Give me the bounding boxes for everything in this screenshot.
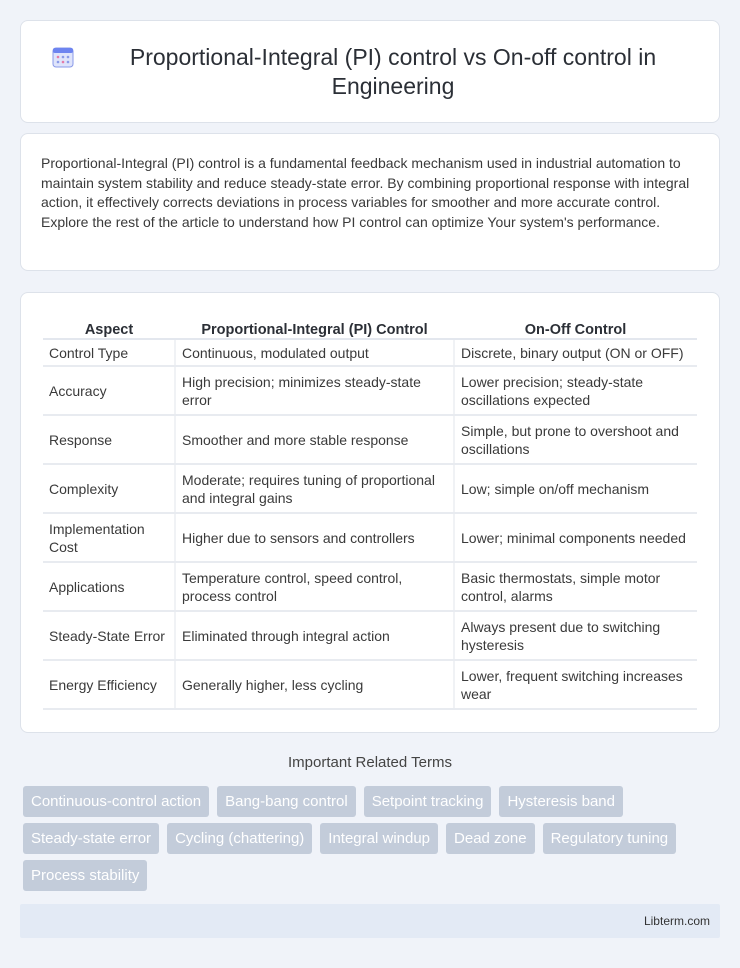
table-cell: Steady-State Error [43,611,175,660]
table-cell: Complexity [43,464,175,513]
related-term-tag[interactable]: Setpoint tracking [364,786,492,817]
calendar-grid-icon [51,45,75,69]
intro-paragraph: Proportional-Integral (PI) control is a fundamental feedback mechanism used in industrial automation to maintain system stability and reduce steady-state error. By combining proportional response with integral action, it effectively corrects deviations in process variables for smoother and more accurate control. Explore the rest of the article to understand how PI control can optimize Your system's performance. [41,155,690,230]
table-cell: Smoother and more stable response [175,415,454,464]
table-cell: Applications [43,562,175,611]
related-term-tag[interactable]: Hysteresis band [499,786,623,817]
table-row [43,513,697,562]
table-cell: Discrete, binary output (ON or OFF) [454,339,697,366]
column-header-on-off-control: On-Off Control [454,317,697,339]
column-header-pi-control: Proportional-Integral (PI) Control [175,317,454,339]
related-term-tag[interactable]: Continuous-control action [23,786,209,817]
table-cell: Lower precision; steady-state oscillations expected [454,366,697,415]
table-cell: Moderate; requires tuning of proportional and integral gains [175,464,454,513]
table-header-row [43,317,697,339]
related-term-tag[interactable]: Integral windup [320,823,438,854]
table-row [43,415,697,464]
table-cell: Lower, frequent switching increases wear [454,660,697,709]
table-cell: Continuous, modulated output [175,339,454,366]
table-row [43,339,697,366]
table-cell: Implementation Cost [43,513,175,562]
related-terms-heading: Important Related Terms [288,754,452,771]
intro-card [20,133,720,271]
table-cell: Response [43,415,175,464]
comparison-table-card [20,292,720,733]
table-cell: Generally higher, less cycling [175,660,454,709]
related-term-tag[interactable]: Dead zone [446,823,535,854]
footer-site-link[interactable]: Libterm.com [643,914,710,928]
related-term-tag[interactable]: Process stability [23,860,147,891]
related-term-tag[interactable]: Steady-state error [23,823,159,854]
related-terms-list [23,786,723,897]
table-cell: Temperature control, speed control, process control [175,562,454,611]
table-cell: Energy Efficiency [43,660,175,709]
related-term-tag[interactable]: Bang-bang control [217,786,356,817]
table-cell: Always present due to switching hysteresis [454,611,697,660]
page-title: Proportional-Integral (PI) control vs On-off control in Engineering [129,43,657,99]
table-cell: Simple, but prone to overshoot and oscillations [454,415,697,464]
table-row [43,611,697,660]
table-cell: Accuracy [43,366,175,415]
table-row [43,660,697,709]
table-cell: Basic thermostats, simple motor control, alarms [454,562,697,611]
table-row [43,562,697,611]
table-row [43,464,697,513]
column-header-aspect: Aspect [43,317,175,339]
table-cell: Lower; minimal components needed [454,513,697,562]
table-cell: Low; simple on/off mechanism [454,464,697,513]
table-cell: Higher due to sensors and controllers [175,513,454,562]
comparison-table [43,317,697,710]
footer [20,904,720,938]
table-cell: High precision; minimizes steady-state error [175,366,454,415]
table-cell: Eliminated through integral action [175,611,454,660]
related-term-tag[interactable]: Cycling (chattering) [167,823,312,854]
related-term-tag[interactable]: Regulatory tuning [543,823,677,854]
title-card [20,20,720,123]
table-row [43,366,697,415]
table-cell: Control Type [43,339,175,366]
